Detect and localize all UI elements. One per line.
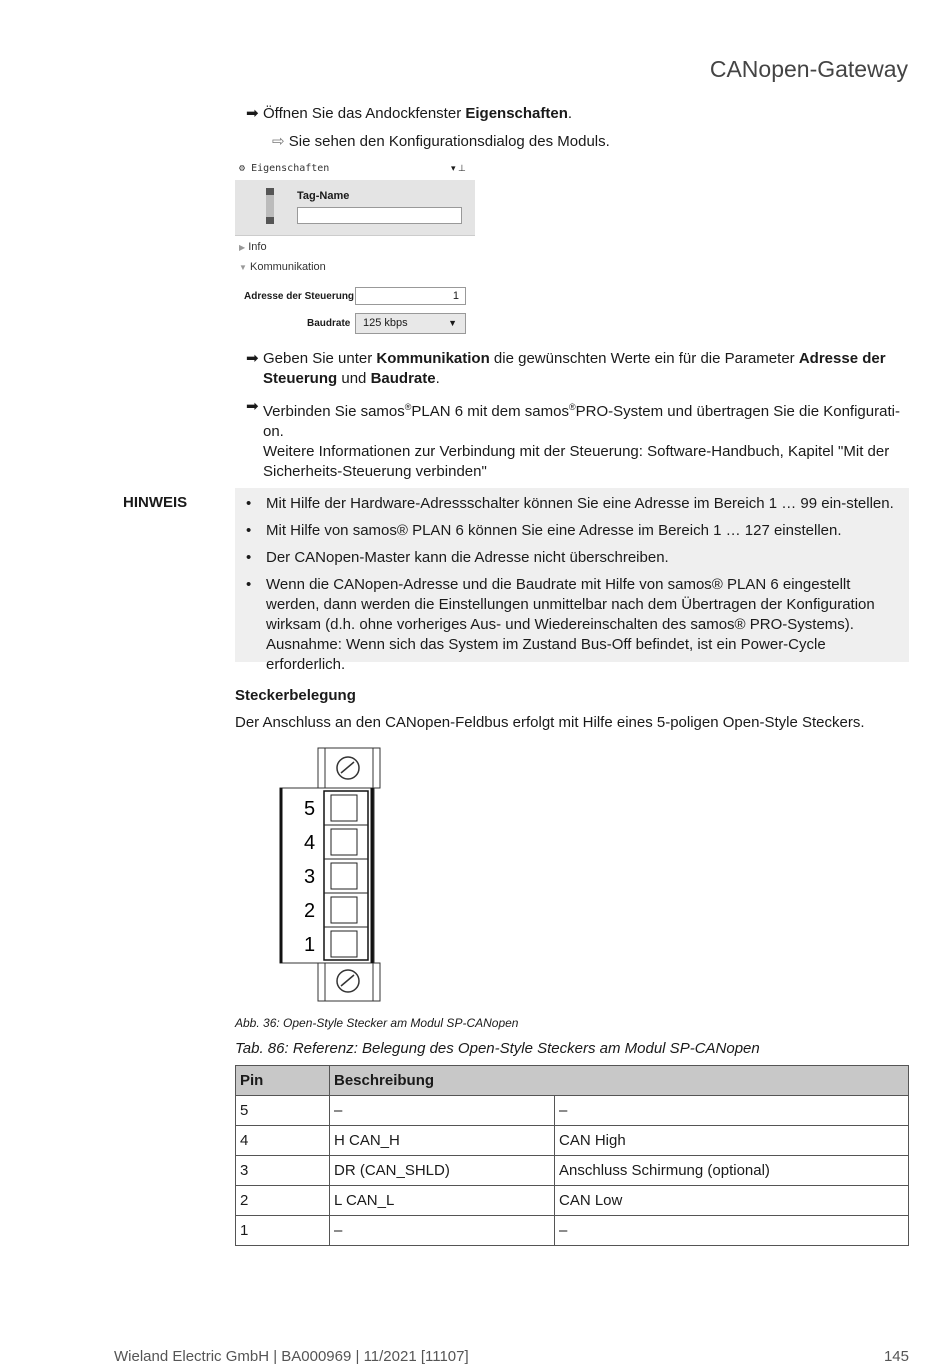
step-connect: ➡ Verbinden Sie samos®PLAN 6 mit dem samos®PRO-System und übertragen Sie die Konfigurati-on. Weitere Informationen zur Verbindung mit der Steuerung: Software-Handbuch, Kapitel "Mit der Sicherheits-Steuerung verbinden" xyxy=(246,398,900,480)
connector-figure xyxy=(270,745,390,1005)
table-row: 2 L CAN_L CAN Low xyxy=(236,1186,909,1216)
hinweis-box xyxy=(235,488,909,673)
hinweis-label: HINWEIS xyxy=(123,494,188,511)
step-enter-values: ➡ Geben Sie unter Kommunikation die gewünschten Werte ein für die Parameter Adresse der Steuerung und Baudrate. xyxy=(246,350,886,387)
section-title: Steckerbelegung xyxy=(235,687,356,704)
kommunikation-section[interactable]: ▼ Kommunikation xyxy=(239,261,326,273)
baudrate-select[interactable]: 125 kbps ▼ xyxy=(355,313,466,334)
hinweis-item: • Wenn die CANopen-Adresse und die Baudrate mit Hilfe von samos® PLAN 6 eingestellt werden, dann werden die Einstellungen unmittelbar nach dem Übertragen der Konfiguration wirksam (d.h. ohne vorheriges Aus- und Wiedereinschalten des samos® PRO-Systems). Ausnahme: Wenn sich das System im Zustand Bus-Off befindet, ist ein Power-Cycle erforderlich. xyxy=(266,575,903,675)
table-row: 5 – – xyxy=(236,1096,909,1126)
pin-label: 5 xyxy=(304,798,316,820)
arrow-right-icon: ➡ xyxy=(246,350,259,367)
hollow-arrow-icon: ⇨ xyxy=(272,133,285,150)
tag-name-input[interactable] xyxy=(297,207,462,224)
gear-icon: ⚙ xyxy=(239,163,246,174)
pin-label: 4 xyxy=(304,832,316,854)
table-row: 4 H CAN_H CAN High xyxy=(236,1126,909,1156)
page-number: 145 xyxy=(883,1348,909,1365)
section-text: Der Anschluss an den CANopen-Feldbus erfolgt mit Hilfe eines 5-poligen Open-Style Steckers. xyxy=(235,714,865,731)
properties-dialog: ⚙ Eigenschaften ▾ ⊥ Tag-Name ▶ Info ▼ Kommunikation Adresse der Steuerung 1 Baudrate 125 kbps ▼ xyxy=(235,160,480,340)
footer-text: Wieland Electric GmbH | BA000969 | 11/2021 [11107] xyxy=(114,1348,469,1365)
page-header: CANopen-Gateway xyxy=(709,56,908,82)
arrow-right-icon: ➡ xyxy=(246,398,259,415)
hinweis-item: • Mit Hilfe von samos® PLAN 6 können Sie eine Adresse im Bereich 1 … 127 einstellen. xyxy=(266,521,903,541)
chevron-down-icon: ▼ xyxy=(448,318,457,328)
arrow-right-icon: ➡ xyxy=(246,105,259,122)
pin-label: 3 xyxy=(304,866,316,888)
info-section[interactable]: ▶ Info xyxy=(239,241,267,253)
table-caption: Tab. 86: Referenz: Belegung des Open-Style Steckers am Modul SP-CANopen xyxy=(235,1040,760,1057)
figure-caption: Abb. 36: Open-Style Stecker am Modul SP-CANopen xyxy=(235,1016,519,1030)
step-open-properties: ➡ Öffnen Sie das Andockfenster Eigenschaften. xyxy=(246,105,573,122)
pin-table: Pin Beschreibung 5 – – 4 H CAN_H CAN High 3 DR (CAN_SHLD) Anschluss Schirmung (optional) 2 L CAN_L CAN Low 1 – – xyxy=(235,1065,909,1246)
pin-label: 2 xyxy=(304,900,316,922)
table-row: 1 – – xyxy=(236,1216,909,1246)
dialog-title: Eigenschaften xyxy=(251,163,330,174)
step-result: ⇨ Sie sehen den Konfigurationsdialog des Moduls. xyxy=(272,133,610,150)
table-row: 3 DR (CAN_SHLD) Anschluss Schirmung (optional) xyxy=(236,1156,909,1186)
module-icon xyxy=(266,188,274,224)
dropdown-pin-icon[interactable]: ▾ ⊥ xyxy=(451,163,466,173)
hinweis-item: • Mit Hilfe der Hardware-Adressschalter können Sie eine Adresse im Bereich 1 … 99 ein-stellen. xyxy=(266,494,903,514)
pin-label: 1 xyxy=(304,934,316,956)
hinweis-item: • Der CANopen-Master kann die Adresse nicht überschreiben. xyxy=(266,548,903,568)
address-input[interactable]: 1 xyxy=(355,287,466,305)
